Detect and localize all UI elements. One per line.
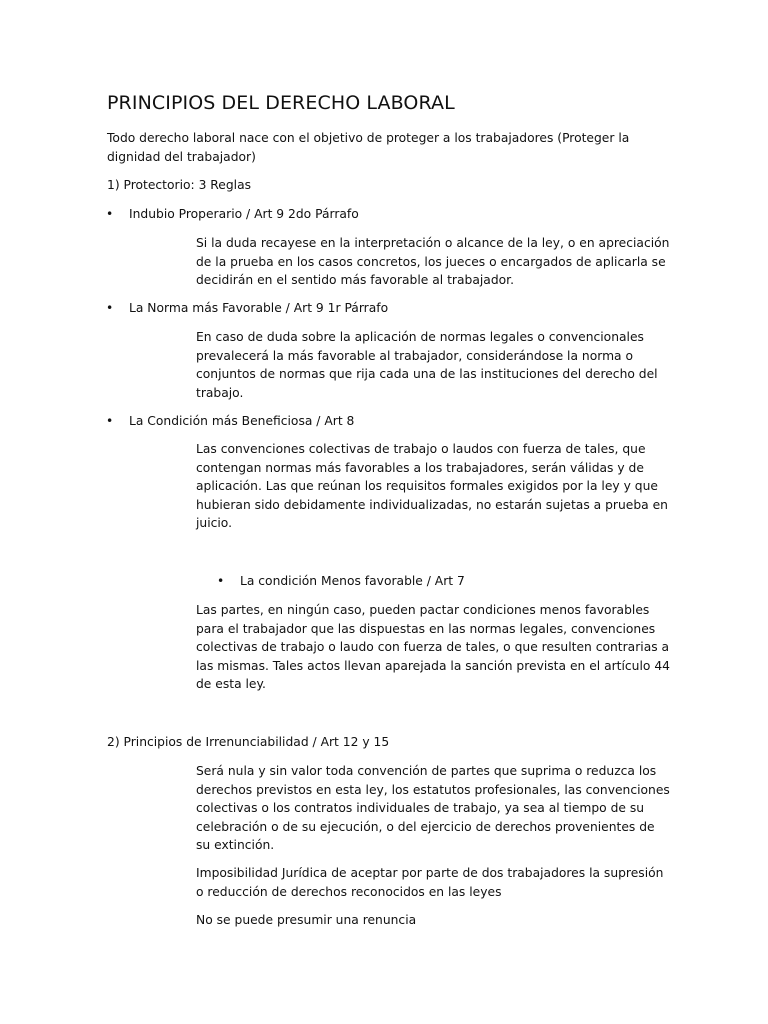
bullet-marker: •	[106, 207, 114, 221]
document-title: PRINCIPIOS DEL DERECHO LABORAL	[107, 92, 455, 114]
rule-1-label: Indubio Properario / Art 9 2do Párrafo	[129, 207, 359, 221]
rule-3-text: Las convenciones colectivas de trabajo o laudos con fuerza de tales, que contengan normas más favorables a los trabajadores, serán válidas y de aplicación. Las que reúnan los requisitos formales exigidos por la ley y que hubieran sido debidamente individualizadas, no estarán sujetas a prueba en juicio.	[196, 442, 668, 531]
section-2-paragraph-3: No se puede presumir una renuncia	[196, 913, 417, 927]
rule-4-text: Las partes, en ningún caso, pueden pactar condiciones menos favorables para el trabajador que las dispuestas en las normas legales, convenciones colectivas de trabajo o laudo con fuerza de tales, o que resulten contrarias a las mismas. Tales actos llevan aparejada la sanción prevista en el artículo 44 de esta ley.	[196, 603, 670, 692]
rule-2-text: En caso de duda sobre la aplicación de normas legales o convencionales prevalecerá la más favorable al trabajador, considerándose la norma o conjuntos de normas que rija cada una de las instituciones del derecho del trabajo.	[196, 330, 658, 400]
rule-3-bullet-item	[106, 412, 506, 431]
bullet-marker: •	[217, 574, 225, 588]
rule-1-bullet-item	[106, 205, 506, 224]
section-2-paragraph-2: Imposibilidad Jurídica de aceptar por parte de dos trabajadores la supresión o reducción de derechos reconocidos en las leyes	[196, 866, 664, 899]
rule-4-bullet-item	[217, 572, 617, 591]
section-2-paragraph-1: Será nula y sin valor toda convención de partes que suprima o reduzca los derechos previstos en esta ley, los estatutos profesionales, las convenciones colectivas o los contratos individuales de trabajo, ya sea al tiempo de su celebración o de su ejecución, o del ejercicio de derechos provenientes de su extinción.	[196, 764, 670, 853]
intro-paragraph: Todo derecho laboral nace con el objetivo de proteger a los trabajadores (Proteger la dignidad del trabajador)	[107, 131, 630, 164]
bullet-marker: •	[106, 414, 114, 428]
rule-4-label: La condición Menos favorable / Art 7	[240, 574, 465, 588]
rule-2-bullet-item	[106, 299, 506, 318]
section-1-heading: 1) Protectorio: 3 Reglas	[107, 178, 252, 192]
rule-3-label: La Condición más Beneficiosa / Art 8	[129, 414, 355, 428]
bullet-marker: •	[106, 301, 114, 315]
rule-1-text: Si la duda recayese en la interpretación o alcance de la ley, o en apreciación de la prueba en los casos concretos, los jueces o encargados de aplicarla se decidirán en el sentido más favorable al trabajador.	[196, 236, 670, 288]
section-2-heading: 2) Principios de Irrenunciabilidad / Art 12 y 15	[107, 735, 390, 749]
rule-2-label: La Norma más Favorable / Art 9 1r Párrafo	[129, 301, 389, 315]
